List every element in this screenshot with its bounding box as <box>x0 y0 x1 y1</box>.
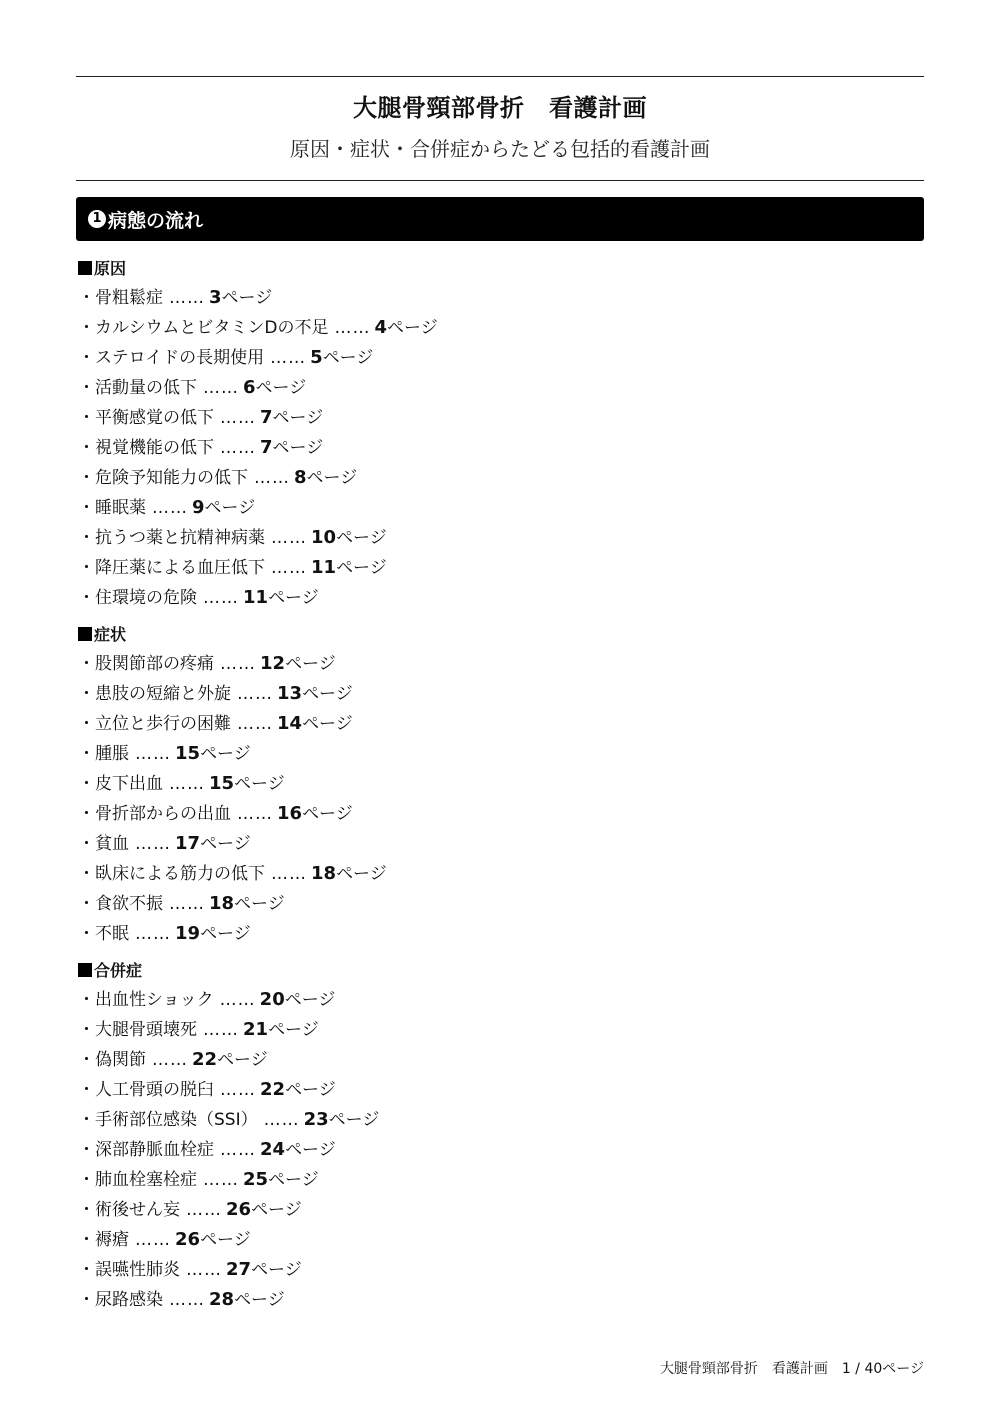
item-page-number: 20 <box>259 989 285 1010</box>
item-name: 偽関節 <box>95 1050 146 1070</box>
item-name: 立位と歩行の困難 <box>95 714 231 734</box>
item-page-unit: ページ <box>200 834 251 854</box>
list-item <box>78 1015 924 1045</box>
item-page-number: 27 <box>226 1259 252 1280</box>
item-name: ステロイドの長期使用 <box>95 348 265 368</box>
item-page-number: 25 <box>243 1169 269 1190</box>
bullet-dot-icon: ・ <box>78 348 95 368</box>
list-item <box>78 799 924 829</box>
leader-dots-icon: …… <box>203 588 239 608</box>
bullet-dot-icon: ・ <box>78 774 95 794</box>
item-name: 出血性ショック <box>95 990 214 1010</box>
list-item <box>78 1285 924 1315</box>
leader-dots-icon: …… <box>334 318 371 338</box>
list-item <box>78 889 924 919</box>
list-item <box>78 1255 924 1285</box>
leader-dots-icon: …… <box>220 408 256 428</box>
leader-dots-icon: …… <box>220 654 256 674</box>
leader-dots-icon: …… <box>263 1110 300 1130</box>
item-name: 住環境の危険 <box>95 588 197 608</box>
item-name: 肺血栓塞栓症 <box>95 1170 197 1190</box>
page-footer: 大腿骨頸部骨折 看護計画 1 / 40ページ <box>659 1361 924 1377</box>
list-item <box>78 553 924 583</box>
item-name: 降圧薬による血圧低下 <box>95 558 265 578</box>
item-page-number: 17 <box>175 833 201 854</box>
item-page-unit: ページ <box>336 864 387 884</box>
section <box>78 959 924 1315</box>
item-page-unit: ページ <box>328 1110 380 1130</box>
item-page-number: 24 <box>260 1139 286 1160</box>
circled-number-icon: 1 <box>88 210 106 228</box>
bullet-dot-icon: ・ <box>78 288 95 308</box>
header-rule <box>76 180 924 181</box>
item-page-number: 28 <box>209 1289 235 1310</box>
item-page-unit: ページ <box>217 1050 268 1070</box>
section-banner-label: 病態の流れ <box>108 209 204 232</box>
item-page-unit: ページ <box>285 1080 336 1100</box>
item-page-unit: ページ <box>387 318 438 338</box>
item-page-unit: ページ <box>285 1140 336 1160</box>
item-name: 骨折部からの出血 <box>95 804 231 824</box>
bullet-dot-icon: ・ <box>78 990 95 1010</box>
item-page-unit: ページ <box>251 1200 302 1220</box>
item-page-unit: ページ <box>200 744 251 764</box>
bullet-dot-icon: ・ <box>78 1110 95 1130</box>
leader-dots-icon: …… <box>135 1230 171 1250</box>
list-item <box>78 919 924 949</box>
list-item <box>78 523 924 553</box>
section-heading-text: 合併症 <box>94 961 143 980</box>
section <box>78 257 924 613</box>
item-name: カルシウムとビタミンDの不足 <box>95 318 329 338</box>
page-title: 大腿骨頸部骨折 看護計画 <box>353 94 647 122</box>
item-page-unit: ページ <box>302 804 353 824</box>
leader-dots-icon: …… <box>237 684 273 704</box>
item-page-unit: ページ <box>284 990 336 1010</box>
leader-dots-icon: …… <box>152 498 188 518</box>
leader-dots-icon: …… <box>220 1140 256 1160</box>
item-list <box>78 985 924 1315</box>
bullet-dot-icon: ・ <box>78 438 95 458</box>
item-page-unit: ページ <box>234 1290 285 1310</box>
item-page-number: 19 <box>175 923 201 944</box>
list-item <box>78 1165 924 1195</box>
leader-dots-icon: …… <box>169 1290 205 1310</box>
leader-dots-icon: …… <box>237 714 273 734</box>
item-page-number: 6 <box>243 377 256 398</box>
item-page-number: 16 <box>277 803 303 824</box>
list-item <box>78 433 924 463</box>
list-item <box>78 769 924 799</box>
list-item <box>78 1045 924 1075</box>
leader-dots-icon: …… <box>237 804 273 824</box>
list-item <box>78 1135 924 1165</box>
item-page-number: 22 <box>260 1079 286 1100</box>
page <box>76 76 924 1315</box>
leader-dots-icon: …… <box>203 1170 239 1190</box>
item-page-unit: ページ <box>272 438 324 458</box>
item-name: 人工骨頭の脱臼 <box>95 1080 214 1100</box>
square-bullet-icon <box>78 963 92 977</box>
section-heading <box>78 257 924 281</box>
item-name: 活動量の低下 <box>95 378 197 398</box>
item-name: 食欲不振 <box>95 894 163 914</box>
leader-dots-icon: …… <box>152 1050 188 1070</box>
section-heading <box>78 959 924 983</box>
list-item <box>78 829 924 859</box>
item-page-number: 7 <box>260 407 273 428</box>
item-name: 皮下出血 <box>95 774 163 794</box>
list-item <box>78 583 924 613</box>
item-name: 臥床による筋力の低下 <box>95 864 265 884</box>
item-page-number: 13 <box>277 683 303 704</box>
bullet-dot-icon: ・ <box>78 834 95 854</box>
item-name: 股関節部の疼痛 <box>95 654 214 674</box>
bullet-dot-icon: ・ <box>78 1020 95 1040</box>
bullet-dot-icon: ・ <box>78 318 95 338</box>
leader-dots-icon: …… <box>169 894 205 914</box>
bullet-dot-icon: ・ <box>78 1290 95 1310</box>
item-page-unit: ページ <box>272 408 324 428</box>
bullet-dot-icon: ・ <box>78 804 95 824</box>
item-name: 危険予知能力の低下 <box>95 468 248 488</box>
bullet-dot-icon: ・ <box>78 894 95 914</box>
item-page-unit: ページ <box>234 774 285 794</box>
bullet-dot-icon: ・ <box>78 588 95 608</box>
leader-dots-icon: …… <box>203 378 239 398</box>
item-page-unit: ページ <box>251 1260 302 1280</box>
item-name: 視覚機能の低下 <box>95 438 214 458</box>
item-page-unit: ページ <box>204 498 256 518</box>
item-page-number: 3 <box>209 287 222 308</box>
item-name: 抗うつ薬と抗精神病薬 <box>95 528 265 548</box>
item-page-number: 5 <box>310 347 323 368</box>
list-item <box>78 709 924 739</box>
bullet-dot-icon: ・ <box>78 1080 95 1100</box>
leader-dots-icon: …… <box>219 990 256 1010</box>
item-page-unit: ページ <box>234 894 285 914</box>
bullet-dot-icon: ・ <box>78 654 95 674</box>
leader-dots-icon: …… <box>186 1260 222 1280</box>
leader-dots-icon: …… <box>271 864 307 884</box>
item-page-unit: ページ <box>268 1020 319 1040</box>
bullet-dot-icon: ・ <box>78 714 95 734</box>
square-bullet-icon <box>78 261 92 275</box>
item-page-number: 22 <box>192 1049 218 1070</box>
top-rule <box>76 76 924 77</box>
square-bullet-icon <box>78 627 92 641</box>
item-page-unit: ページ <box>306 468 358 488</box>
item-name: 深部静脈血栓症 <box>95 1140 214 1160</box>
item-name: 貧血 <box>95 834 129 854</box>
item-name: 患肢の短縮と外旋 <box>95 684 231 704</box>
list-item <box>78 343 924 373</box>
list-item <box>78 649 924 679</box>
item-page-number: 11 <box>311 557 337 578</box>
item-page-number: 9 <box>192 497 205 518</box>
item-list <box>78 283 924 613</box>
bullet-dot-icon: ・ <box>78 408 95 428</box>
item-page-number: 15 <box>175 743 201 764</box>
bullet-dot-icon: ・ <box>78 744 95 764</box>
item-page-unit: ページ <box>255 378 307 398</box>
item-page-unit: ページ <box>302 714 353 734</box>
item-page-unit: ページ <box>336 528 387 548</box>
item-page-number: 7 <box>260 437 273 458</box>
list-item <box>78 679 924 709</box>
leader-dots-icon: …… <box>135 834 171 854</box>
item-name: 術後せん妄 <box>95 1200 180 1220</box>
page-subtitle: 原因・症状・合併症からたどる包括的看護計画 <box>290 137 710 161</box>
bullet-dot-icon: ・ <box>78 1170 95 1190</box>
list-item <box>78 859 924 889</box>
section-heading-text: 原因 <box>94 259 127 278</box>
item-page-number: 21 <box>243 1019 269 1040</box>
item-page-unit: ページ <box>285 654 336 674</box>
item-page-unit: ページ <box>200 924 251 944</box>
bullet-dot-icon: ・ <box>78 1260 95 1280</box>
bullet-dot-icon: ・ <box>78 378 95 398</box>
leader-dots-icon: …… <box>271 558 307 578</box>
leader-dots-icon: …… <box>254 468 290 488</box>
list-item <box>78 283 924 313</box>
section-heading <box>78 623 924 647</box>
section-heading-text: 症状 <box>94 625 127 644</box>
bullet-dot-icon: ・ <box>78 924 95 944</box>
leader-dots-icon: …… <box>186 1200 222 1220</box>
leader-dots-icon: …… <box>270 348 307 368</box>
item-page-number: 18 <box>311 863 337 884</box>
item-page-number: 10 <box>311 527 337 548</box>
bullet-dot-icon: ・ <box>78 684 95 704</box>
list-item <box>78 1105 924 1135</box>
list-item <box>78 373 924 403</box>
bullet-dot-icon: ・ <box>78 864 95 884</box>
bullet-dot-icon: ・ <box>78 468 95 488</box>
item-page-number: 18 <box>209 893 235 914</box>
item-name: 骨粗鬆症 <box>95 288 163 308</box>
item-page-number: 8 <box>294 467 307 488</box>
item-page-unit: ページ <box>200 1230 251 1250</box>
item-name: 平衡感覚の低下 <box>95 408 214 428</box>
item-page-unit: ページ <box>302 684 353 704</box>
bullet-dot-icon: ・ <box>78 558 95 578</box>
item-name: 褥瘡 <box>95 1230 129 1250</box>
item-name: 睡眠薬 <box>95 498 146 518</box>
bullet-dot-icon: ・ <box>78 1230 95 1250</box>
item-name: 尿路感染 <box>95 1290 163 1310</box>
item-page-number: 11 <box>243 587 269 608</box>
leader-dots-icon: …… <box>220 1080 256 1100</box>
leader-dots-icon: …… <box>169 288 205 308</box>
item-name: 手術部位感染（SSI） <box>95 1110 258 1130</box>
leader-dots-icon: …… <box>220 438 256 458</box>
list-item <box>78 1225 924 1255</box>
list-item <box>78 463 924 493</box>
bullet-dot-icon: ・ <box>78 498 95 518</box>
bullet-dot-icon: ・ <box>78 1050 95 1070</box>
sections <box>76 257 924 1315</box>
section <box>78 623 924 949</box>
bullet-dot-icon: ・ <box>78 528 95 548</box>
item-name: 誤嚥性肺炎 <box>95 1260 180 1280</box>
list-item <box>78 1195 924 1225</box>
item-page-number: 15 <box>209 773 235 794</box>
item-page-number: 23 <box>303 1109 329 1130</box>
item-name: 不眠 <box>95 924 129 944</box>
list-item <box>78 493 924 523</box>
item-list <box>78 649 924 949</box>
list-item <box>78 313 924 343</box>
item-page-unit: ページ <box>221 288 273 308</box>
bullet-dot-icon: ・ <box>78 1200 95 1220</box>
list-item <box>78 1075 924 1105</box>
item-page-number: 12 <box>260 653 286 674</box>
item-page-unit: ページ <box>268 588 319 608</box>
section-banner <box>76 197 924 241</box>
item-page-number: 26 <box>226 1199 252 1220</box>
item-page-number: 14 <box>277 713 303 734</box>
item-page-unit: ページ <box>268 1170 319 1190</box>
leader-dots-icon: …… <box>169 774 205 794</box>
bullet-dot-icon: ・ <box>78 1140 95 1160</box>
list-item <box>78 403 924 433</box>
leader-dots-icon: …… <box>203 1020 239 1040</box>
item-name: 腫脹 <box>95 744 129 764</box>
item-page-number: 26 <box>175 1229 201 1250</box>
leader-dots-icon: …… <box>135 744 171 764</box>
leader-dots-icon: …… <box>135 924 171 944</box>
item-page-unit: ページ <box>322 348 374 368</box>
leader-dots-icon: …… <box>271 528 307 548</box>
item-page-unit: ページ <box>336 558 387 578</box>
item-page-number: 4 <box>374 317 388 338</box>
list-item <box>78 985 924 1015</box>
list-item <box>78 739 924 769</box>
item-name: 大腿骨頭壊死 <box>95 1020 197 1040</box>
